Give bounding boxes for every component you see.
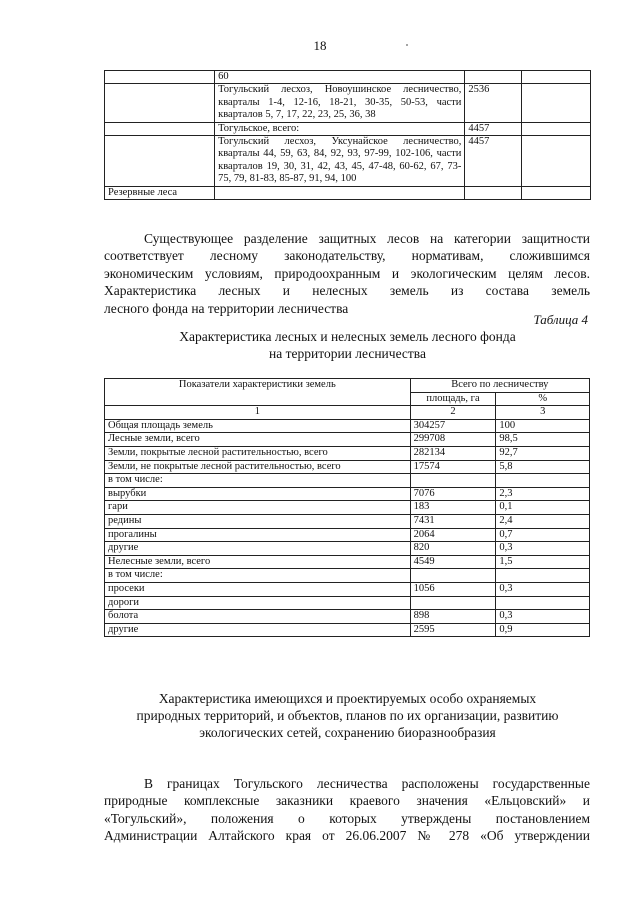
heading-line: экологических сетей, сохранению биоразнообразия	[199, 725, 496, 740]
column-header-indicators: Показатели характеристики земель	[105, 379, 411, 406]
table-cell: 4457	[465, 122, 522, 135]
percent-cell: 0,3	[496, 582, 590, 596]
scan-speck	[406, 44, 408, 46]
table-cell	[105, 84, 215, 122]
area-cell: 820	[410, 542, 496, 556]
table-head	[105, 379, 590, 420]
table-row	[105, 186, 591, 199]
table-row	[105, 71, 591, 84]
table-body	[105, 419, 590, 637]
table-cell: Тогульское, всего:	[215, 122, 465, 135]
percent-cell: 2,4	[496, 514, 590, 528]
area-cell: 4549	[410, 555, 496, 569]
table-cell	[105, 136, 215, 187]
section-heading	[104, 690, 591, 741]
continuation-table-body	[105, 71, 591, 200]
column-header-area: площадь, га	[410, 392, 496, 406]
percent-cell	[496, 569, 590, 583]
row-label: Земли, не покрытые лесной растительностью, всего	[105, 460, 411, 474]
row-label: болота	[105, 610, 411, 624]
row-label: прогалины	[105, 528, 411, 542]
table-row	[105, 569, 590, 583]
row-label: вырубки	[105, 487, 411, 501]
heading-line: природных территорий, и объектов, планов по их организации, развитию	[136, 708, 559, 723]
table-cell	[105, 71, 215, 84]
table-cell	[105, 122, 215, 135]
table-row	[105, 446, 590, 460]
percent-cell: 0,7	[496, 528, 590, 542]
area-cell	[410, 569, 496, 583]
table-row	[105, 122, 591, 135]
area-cell: 183	[410, 501, 496, 515]
area-cell	[410, 596, 496, 610]
paragraph-line: природные комплексные заказники краевого значения «Ельцовский» и	[104, 793, 590, 809]
table-cell	[521, 186, 590, 199]
table-cell	[465, 186, 522, 199]
table-row	[105, 596, 590, 610]
table-row	[105, 582, 590, 596]
table-cell: Тогульский лесхоз, Новоушинское лесничество, кварталы 1-4, 12-16, 18-21, 30-35, 50-53, части кварталов 5, 7, 17, 22, 23, 25, 36, 38	[215, 84, 465, 122]
area-cell: 7431	[410, 514, 496, 528]
table-row	[105, 487, 590, 501]
area-cell: 1056	[410, 582, 496, 596]
area-cell: 304257	[410, 419, 496, 433]
area-cell: 898	[410, 610, 496, 624]
table-cell	[215, 186, 465, 199]
column-number: 2	[410, 406, 496, 420]
table-header-row	[105, 379, 590, 393]
caption-line: Характеристика лесных и нелесных земель лесного фонда	[179, 329, 516, 344]
table-cell	[521, 136, 590, 187]
percent-cell: 1,5	[496, 555, 590, 569]
row-label: гари	[105, 501, 411, 515]
paragraph-line: экономическим условиям, природоохранным и экологическим целям лесов.	[104, 265, 590, 281]
column-header-group: Всего по лесничеству	[410, 379, 589, 393]
table-cell: Тогульский лесхоз, Уксунайское лесничество, кварталы 44, 59, 63, 84, 92, 93, 97-99, 102-106, части кварталов 19, 30, 31, 42, 43, 45, 47-48, 60-62, 67, 73-75, 79, 81-83, 85-87, 91, 94, 100	[215, 136, 465, 187]
page-number: 18	[313, 38, 327, 53]
row-label: в том числе:	[105, 569, 411, 583]
row-label: Нелесные земли, всего	[105, 555, 411, 569]
table-cell: 2536	[465, 84, 522, 122]
row-label: редины	[105, 514, 411, 528]
table-cell	[465, 71, 522, 84]
percent-cell	[496, 474, 590, 488]
row-label: дороги	[105, 596, 411, 610]
row-label: Общая площадь земель	[105, 419, 411, 433]
paragraph-line: В границах Тогульского лесничества расположены государственные	[144, 776, 590, 791]
area-cell: 2064	[410, 528, 496, 542]
continuation-table	[104, 70, 591, 200]
percent-cell: 0,3	[496, 610, 590, 624]
percent-cell: 98,5	[496, 433, 590, 447]
area-cell: 299708	[410, 433, 496, 447]
percent-cell: 100	[496, 419, 590, 433]
area-cell: 7076	[410, 487, 496, 501]
percent-cell: 2,3	[496, 487, 590, 501]
paragraph-line: лесного фонда на территории лесничества	[104, 300, 349, 316]
table-row	[105, 501, 590, 515]
area-cell: 282134	[410, 446, 496, 460]
table-caption	[104, 328, 591, 362]
paragraph-line: «Тогульский», положения о которых утверждены постановлением	[104, 810, 590, 826]
paragraph-line: Администрации Алтайского края от 26.06.2007 № 278 «Об утверждении	[104, 828, 590, 844]
paragraph-line: Существующее разделение защитных лесов на категории защитности	[144, 231, 590, 246]
table-number-label: Таблица 4	[533, 312, 588, 327]
row-label: в том числе:	[105, 474, 411, 488]
percent-cell: 0,3	[496, 542, 590, 556]
table-cell	[521, 71, 590, 84]
percent-cell: 5,8	[496, 460, 590, 474]
column-header-percent: %	[496, 392, 590, 406]
area-cell: 2595	[410, 623, 496, 637]
table-row	[105, 136, 591, 187]
paragraph-reserves	[104, 775, 590, 845]
land-characteristics-table	[104, 378, 590, 637]
table-row	[105, 84, 591, 122]
table-cell: 60	[215, 71, 465, 84]
table-row	[105, 474, 590, 488]
table-row	[105, 542, 590, 556]
table-row	[105, 514, 590, 528]
table-row	[105, 555, 590, 569]
column-number: 3	[496, 406, 590, 420]
paragraph-line: Характеристика лесных и нелесных земель из состава земель	[104, 283, 590, 299]
paragraph-line: соответствует лесному законодательству, нормативам, сложившимся	[104, 248, 590, 264]
area-cell: 17574	[410, 460, 496, 474]
column-number-row	[105, 406, 590, 420]
table-cell	[521, 84, 590, 122]
row-label: просеки	[105, 582, 411, 596]
row-label: другие	[105, 623, 411, 637]
caption-line: на территории лесничества	[269, 346, 426, 361]
percent-cell	[496, 596, 590, 610]
column-number: 1	[105, 406, 411, 420]
table-row	[105, 460, 590, 474]
row-label: другие	[105, 542, 411, 556]
table-cell	[521, 122, 590, 135]
percent-cell: 0,9	[496, 623, 590, 637]
percent-cell: 92,7	[496, 446, 590, 460]
table-cell: 4457	[465, 136, 522, 187]
area-cell	[410, 474, 496, 488]
row-label: Земли, покрытые лесной растительностью, всего	[105, 446, 411, 460]
percent-cell: 0,1	[496, 501, 590, 515]
table-row	[105, 528, 590, 542]
heading-line: Характеристика имеющихся и проектируемых особо охраняемых	[158, 691, 537, 706]
table-row	[105, 623, 590, 637]
table-row	[105, 433, 590, 447]
paragraph-protective-forests	[104, 230, 590, 317]
row-label: Лесные земли, всего	[105, 433, 411, 447]
table-row	[105, 419, 590, 433]
table-cell: Резервные леса	[105, 186, 215, 199]
table-row	[105, 610, 590, 624]
